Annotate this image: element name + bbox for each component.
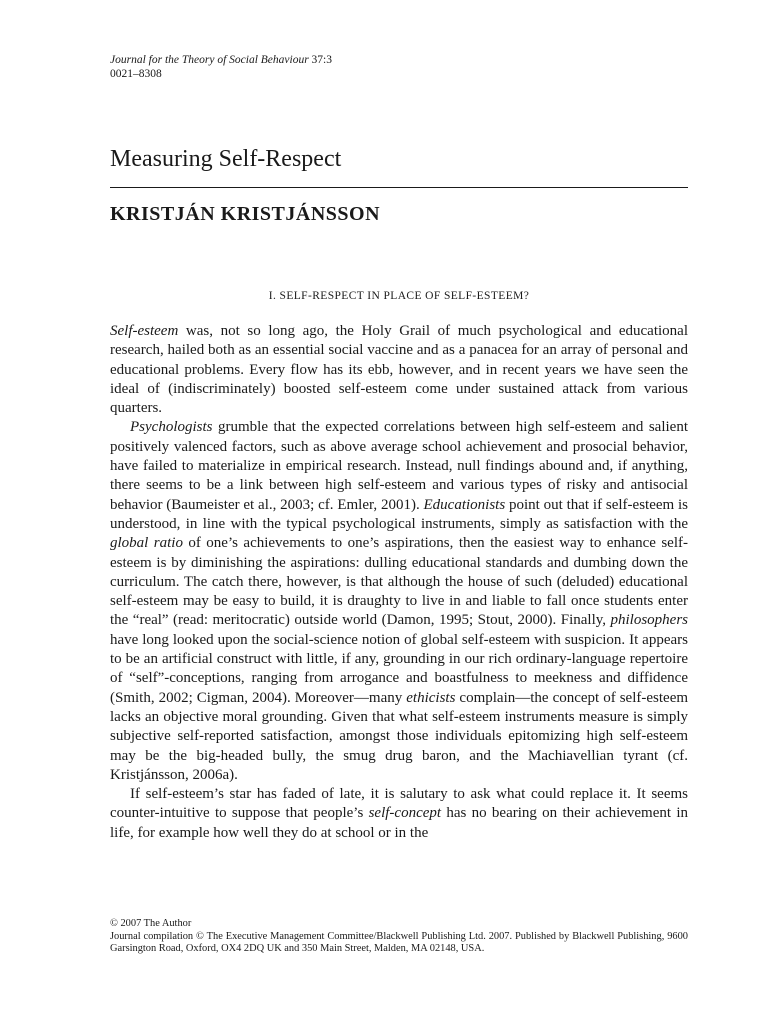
body-paragraph <box>110 785 688 843</box>
text-run: has no bearing on their achievement in life, for example how well they do at school or in the <box>110 805 688 841</box>
text-run: was, not so long ago, the Holy Grail of much psychological and educational research, hailed both as an essential social vaccine and as a panacea for an array of personal and educational problems. Every flow has its ebb, however, and in recent years we have seen the ideal of (indiscriminately) boosted self-esteem come under sustained attack from various quarters. <box>110 323 688 417</box>
text-run: If self-esteem’s star has faded of late, it is salutary to ask what could replace it. It seems counter-intuitive to suppose that people’s <box>110 786 688 822</box>
issn: 0021–8308 <box>110 68 162 80</box>
text-run: point out that if self-esteem is understood, in line with the typical psychological instruments, simply as satisfaction with the <box>110 496 688 532</box>
volume-issue: 37:3 <box>311 54 332 66</box>
text-run: complain—the concept of self-esteem lacks an objective moral grounding. Given that what self-esteem instruments measure is simply subjective self-reported satisfaction, amongst those individuals epitomizing high self-esteem may be the big-headed bully, the smug drug baron, and the Machiavellian tyrant (cf. Kristjánsson, 2006a). <box>110 689 689 783</box>
italic-term: philosophers <box>610 612 688 629</box>
journal-header <box>110 53 688 81</box>
copyright-footer <box>110 918 688 956</box>
copyright-line: © 2007 The Author <box>110 918 192 929</box>
text-run: grumble that the expected correlations between high self-esteem and salient positively valenced factors, such as above average school achievement and prosocial behavior, have failed to materialize in empirical research. Instead, null findings abound and, if anything, there seems to be a link between high self-esteem and various types of risky and antisocial behavior (Baumeister et al., 2003; cf. Emler, 2001). <box>110 419 688 513</box>
italic-term: Self-esteem <box>110 323 179 339</box>
journal-name: Journal for the Theory of Social Behaviour <box>110 54 309 66</box>
italic-term: global ratio <box>110 535 183 552</box>
body-paragraph <box>110 322 688 418</box>
journal-citation <box>110 53 688 67</box>
title-rule <box>110 187 688 188</box>
text-run: have long looked upon the social-science notion of global self-esteem with suspicion. It appears to be an artificial construct with little, if any, grounding in our rich ordinary-language repertoire of “self”-conceptions, ranging from arrogance and boastfulness to meekness and diffidence (Smith, 2002; Cigman, 2004). Moreover—many <box>110 631 688 706</box>
italic-term: ethicists <box>406 689 456 706</box>
italic-term: Educationists <box>423 496 506 513</box>
italic-term: self-concept <box>368 805 442 822</box>
body-paragraph <box>110 418 688 785</box>
italic-term: Psychologists <box>130 419 213 436</box>
text-run: of one’s achievements to one’s aspirations, then the easiest way to enhance self-esteem is by diminishing the aspirations: dulling educational standards and dumbing down the curriculum. The catch there, however, is that although the house of such (deluded) educational self-esteem may be easy to build, it is draughty to live in and liable to fall once students enter the “real” (read: meritocratic) outside world (Damon, 1995; Stout, 2000). Finally, <box>110 535 688 629</box>
author-name: KRISTJÁN KRISTJÁNSSON <box>110 203 381 225</box>
article-body <box>110 322 688 843</box>
publisher-line: Journal compilation © The Executive Management Committee/Blackwell Publishing Ltd. 2007. Published by Blackwell Publishing, 9600 Garsington Road, Oxford, OX4 2DQ UK and 350 Main Street, Malden, MA 02148, USA. <box>110 930 688 954</box>
section-heading: I. SELF-RESPECT IN PLACE OF SELF-ESTEEM? <box>268 290 530 302</box>
article-title: Measuring Self-Respect <box>110 146 342 172</box>
